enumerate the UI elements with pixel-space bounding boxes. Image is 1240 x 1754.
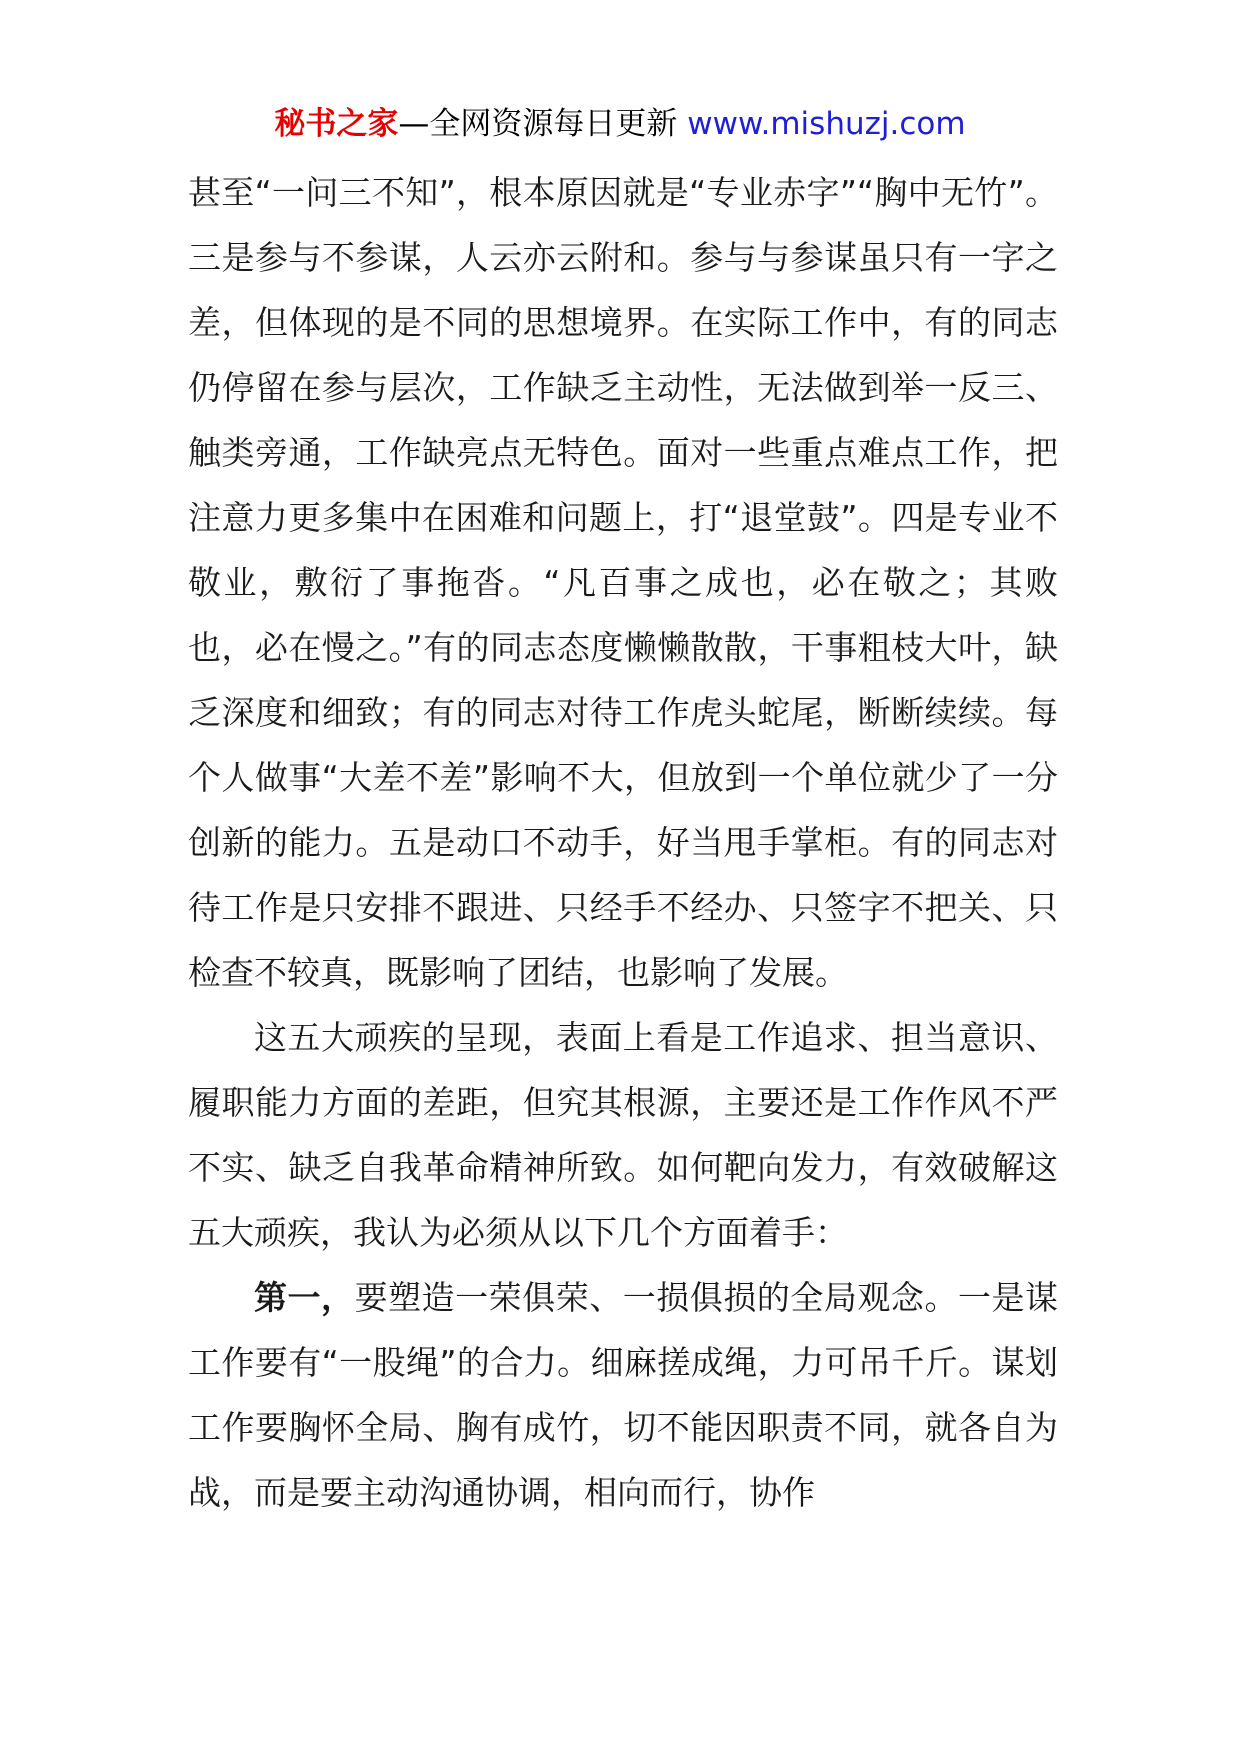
paragraph-3 (188, 1265, 1058, 1525)
paragraph-lead: 第一， (254, 1278, 355, 1317)
page-header (0, 100, 1240, 148)
site-brand: 秘书之家 (274, 106, 399, 142)
document-body (188, 160, 1058, 1525)
paragraph-1 (188, 160, 1058, 1005)
site-tagline: —全网资源每日更新 (398, 106, 678, 142)
site-url-link[interactable]: www.mishuzj.com (687, 106, 966, 142)
paragraph-text: 要塑造一荣俱荣、一损俱损的全局观念。一是谋工作要有“一股绳”的合力。细麻搓成绳，力可吊千斤。谋划工作要胸怀全局、胸有成竹，切不能因职责不同，就各自为战，而是要主动沟通协调，相向而行，协作 (188, 1278, 1059, 1512)
paragraph-text: 甚至“一问三不知”，根本原因就是“专业赤字”“胸中无竹”。三是参与不参谋，人云亦云附和。参与与参谋虽只有一字之差，但体现的是不同的思想境界。在实际工作中，有的同志仍停留在参与层次，工作缺乏主动性，无法做到举一反三、触类旁通，工作缺亮点无特色。面对一些重点难点工作，把注意力更多集中在困难和问题上，打“退堂鼓”。四是专业不敬业，敷衍了事拖沓。“凡百事之成也，必在敬之；其败也，必在慢之。”有的同志态度懒懒散散，干事粗枝大叶，缺乏深度和细致；有的同志对待工作虎头蛇尾，断断续续。每个人做事“大差不差”影响不大，但放到一个单位就少了一分创新的能力。五是动口不动手，好当甩手掌柜。有的同志对待工作是只安排不跟进、只经手不经办、只签字不把关、只检查不较真，既影响了团结，也影响了发展。 (188, 173, 1058, 992)
paragraph-text: 这五大顽疾的呈现，表面上看是工作追求、担当意识、履职能力方面的差距，但究其根源，主要还是工作作风不严不实、缺乏自我革命精神所致。如何靶向发力，有效破解这五大顽疾，我认为必须从以下几个方面着手： (188, 1018, 1058, 1252)
paragraph-2 (188, 1005, 1058, 1265)
